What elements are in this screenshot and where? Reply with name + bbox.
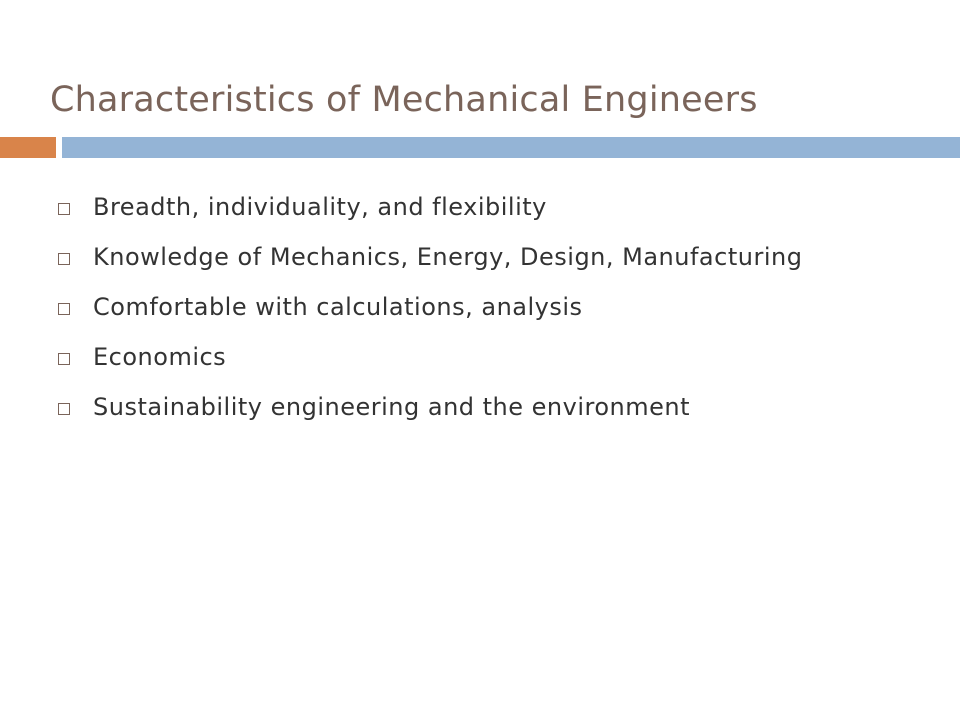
bullet-text: Economics [93,343,227,371]
square-bullet-icon [58,303,70,315]
bullet-item [58,340,938,374]
bullet-item [58,390,938,424]
bullet-text: Comfortable with calculations, analysis [93,293,583,321]
bullet-list [58,190,938,440]
bullet-item [58,190,938,224]
square-bullet-icon [58,403,70,415]
title-rule-accent-blue [62,137,960,158]
bullet-text: Sustainability engineering and the environment [93,393,691,421]
title-rule-accent-orange [0,137,56,158]
square-bullet-icon [58,353,70,365]
bullet-text: Breadth, individuality, and flexibility [93,193,547,221]
bullet-item [58,240,938,274]
square-bullet-icon [58,203,70,215]
bullet-text: Knowledge of Mechanics, Energy, Design, Manufacturing [93,243,803,271]
square-bullet-icon [58,253,70,265]
slide-title: Characteristics of Mechanical Engineers [50,80,758,120]
bullet-item [58,290,938,324]
